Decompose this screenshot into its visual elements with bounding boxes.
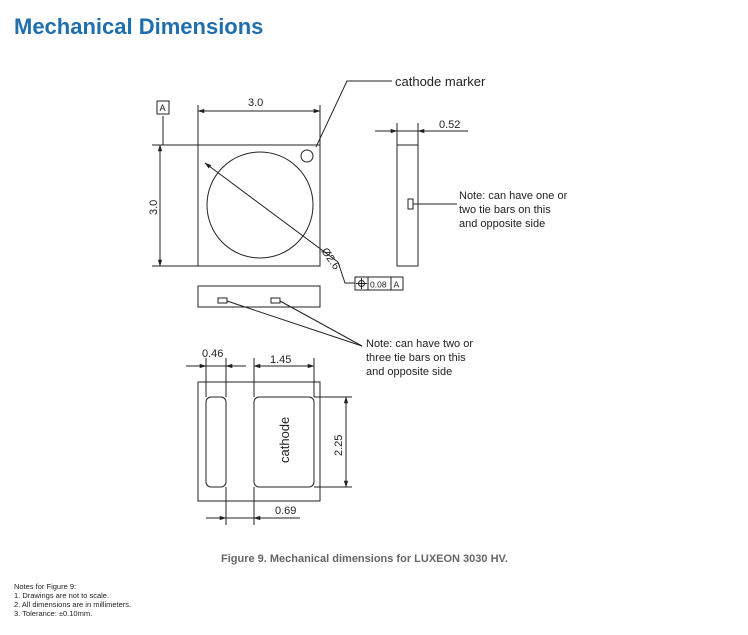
front-note-line-2: three tie bars on this	[366, 352, 466, 364]
front-tie-bar-left	[218, 298, 227, 303]
notes-heading: Notes for Figure 9:	[14, 582, 77, 591]
front-view-body	[198, 286, 320, 307]
front-note-line-3: and opposite side	[366, 366, 453, 378]
pad-right-width-label: 1.45	[270, 354, 292, 366]
side-thickness-label: 0.52	[439, 119, 461, 131]
diameter-leader	[205, 163, 338, 262]
figure-caption: Figure 9. Mechanical dimensions for LUXEON 3030 HV.	[221, 553, 508, 565]
top-view-body	[198, 145, 320, 266]
figure-notes	[14, 582, 131, 618]
side-note-line-3: and opposite side	[459, 218, 546, 230]
cathode-marker-dot	[301, 150, 313, 162]
pad-gap-label: 0.69	[275, 505, 297, 517]
front-note-line-1: Note: can have two or	[366, 338, 474, 350]
side-note-line-2: two tie bars on this	[459, 204, 551, 216]
page-title: Mechanical Dimensions	[14, 14, 264, 39]
cathode-marker-label: cathode marker	[395, 74, 486, 89]
width-dimension-label: 3.0	[248, 97, 264, 109]
front-note-leader-1	[227, 301, 362, 346]
note-item: 1. Drawings are not to scale.	[14, 591, 110, 600]
tolerance-datum-label: A	[393, 279, 400, 290]
pad-left	[206, 397, 226, 487]
note-item: 2. All dimensions are in millimeters.	[14, 600, 132, 609]
front-tie-bar-right	[271, 298, 280, 303]
side-note-line-1: Note: can have one or	[459, 190, 568, 202]
cathode-marker-leader	[316, 81, 392, 147]
front-note-leader-2	[280, 301, 362, 346]
tolerance-value-label: 0.08	[370, 279, 387, 290]
side-tie-bar	[408, 199, 413, 209]
diameter-label: Ø2.6	[318, 245, 343, 273]
note-item: 3. Tolerance: ±0.10mm.	[14, 609, 93, 618]
height-dimension-label: 3.0	[148, 199, 160, 215]
lens-circle	[207, 152, 313, 258]
bottom-view-body	[198, 382, 320, 501]
pad-left-width-label: 0.46	[202, 348, 224, 360]
datum-ref-label: A	[159, 103, 166, 113]
cathode-pad-label: cathode	[277, 416, 292, 463]
pad-height-label: 2.25	[333, 434, 345, 456]
